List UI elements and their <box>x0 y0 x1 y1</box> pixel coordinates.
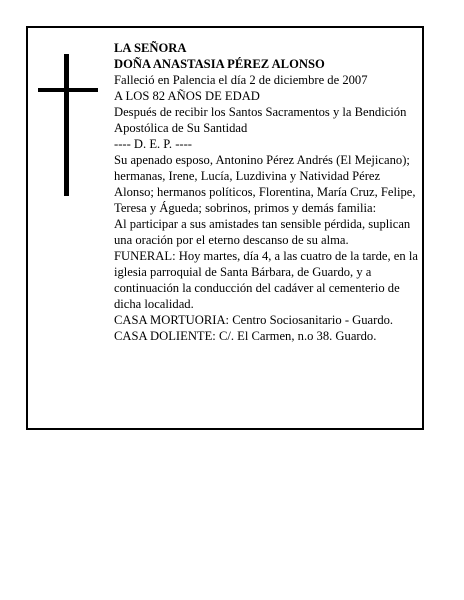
rip-line: ---- D. E. P. ---- <box>114 137 192 151</box>
request-paragraph: Al participar a sus amistades tan sensible pérdida, suplican una oración por el eterno descanso de su alma. <box>114 217 411 247</box>
family-paragraph: Su apenado esposo, Antonino Pérez Andrés (El Mejicano); hermanas, Irene, Lucía, Luzdivina y Natividad Pérez Alonso; hermanos políticos, Florentina, María Cruz, Felipe, Teresa y Águeda; sobrinos, primos y demás familia: <box>114 153 416 215</box>
title-line-1: LA SEÑORA <box>114 41 187 55</box>
obituary-text <box>114 40 420 344</box>
age-line: A LOS 82 AÑOS DE EDAD <box>114 89 260 103</box>
death-info: Falleció en Palencia el día 2 de diciembre de 2007 <box>114 73 368 87</box>
sacraments-paragraph: Después de recibir los Santos Sacramentos y la Bendición Apostólica de Su Santidad <box>114 105 407 135</box>
cross-vertical-bar <box>64 54 69 196</box>
cross-icon <box>38 54 98 196</box>
mourning-house-line: CASA DOLIENTE: C/. El Carmen, n.o 38. Guardo. <box>114 329 377 343</box>
cross-horizontal-bar <box>38 88 98 92</box>
funeral-paragraph: FUNERAL: Hoy martes, día 4, a las cuatro de la tarde, en la iglesia parroquial de Santa Bárbara, de Guardo, y a continuación la conducción del cadáver al cementerio de dicha localidad. <box>114 249 418 311</box>
deceased-name: DOÑA ANASTASIA PÉREZ ALONSO <box>114 57 325 71</box>
mortuary-line: CASA MORTUORIA: Centro Sociosanitario - Guardo. <box>114 313 394 327</box>
